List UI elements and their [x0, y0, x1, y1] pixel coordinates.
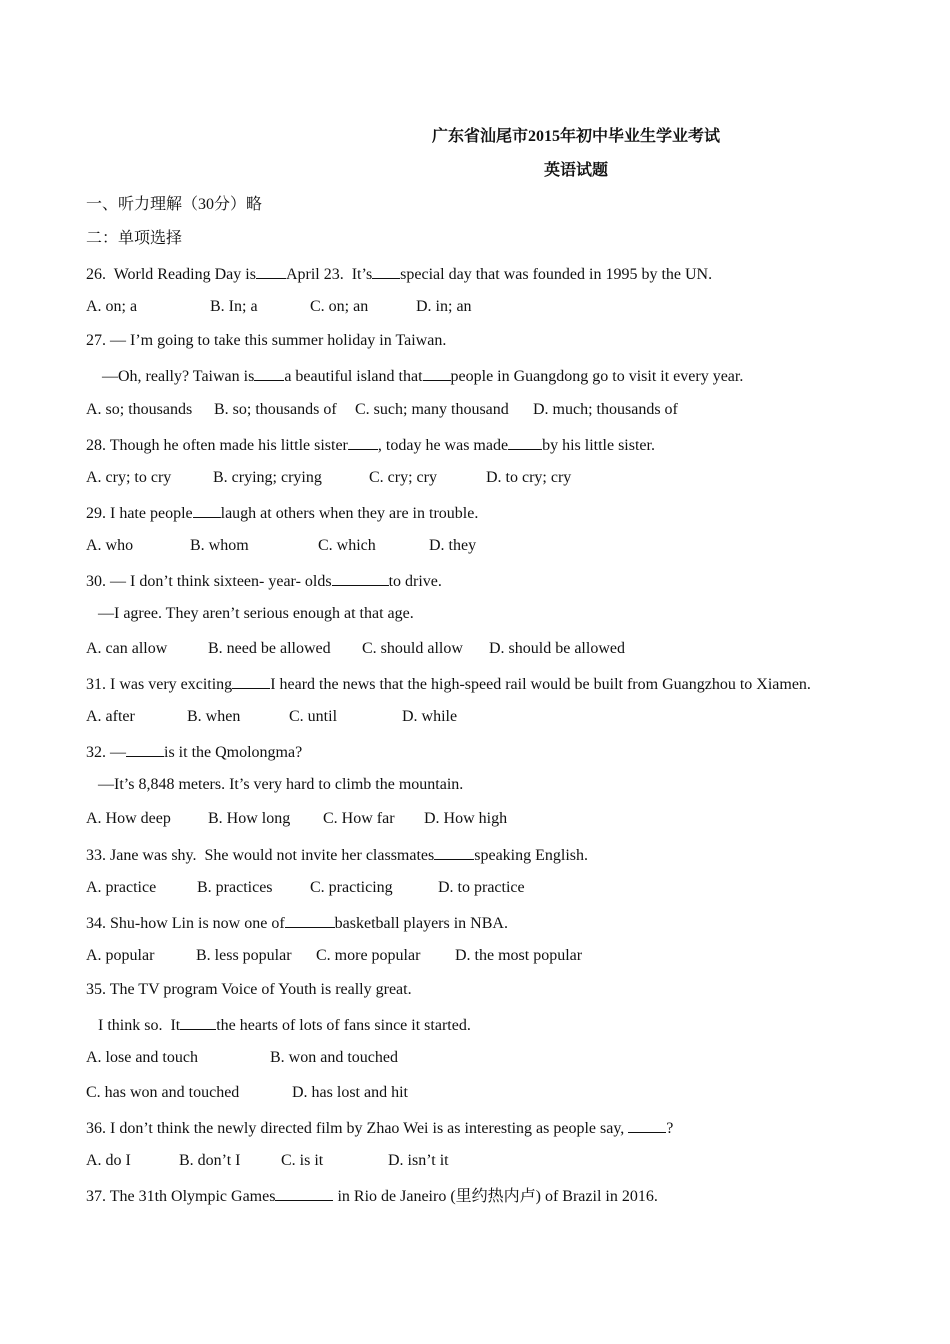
option-b: B. practices: [197, 879, 273, 896]
dialog-text: —Oh, really? Taiwan is: [102, 368, 255, 385]
answer-blank: [285, 912, 335, 928]
option-c: C. more popular: [316, 947, 421, 964]
question-29-options: [86, 536, 476, 556]
option-a: A. after: [86, 708, 135, 725]
stem-text: April 23. It’s: [285, 266, 373, 283]
option-b: B. In; a: [210, 298, 258, 315]
option-b: B. so; thousands of: [214, 401, 337, 418]
option-b: B. How long: [208, 810, 291, 827]
answer-blank: [348, 434, 378, 450]
question-37-stem: [86, 1185, 658, 1207]
answer-blank: [193, 502, 221, 518]
question-28-options: [86, 468, 571, 488]
dialog-text: a beautiful island that: [284, 368, 423, 385]
answer-blank: [126, 741, 164, 757]
option-b: B. need be allowed: [208, 640, 331, 657]
stem-text: 32. —: [86, 744, 126, 761]
stem-text: is it the Qmolongma?: [164, 744, 303, 761]
option-d: D. isn’t it: [388, 1152, 449, 1169]
answer-blank: [508, 434, 542, 450]
option-d: D. they: [429, 537, 477, 554]
option-a: A. lose and touch: [86, 1049, 198, 1066]
option-d: D. to cry; cry: [486, 469, 572, 486]
option-c: C. How far: [323, 810, 395, 827]
exam-subtitle: 英语试题: [543, 162, 608, 179]
option-c: C. cry; cry: [369, 469, 437, 486]
option-a: A. do I: [86, 1152, 131, 1169]
option-d: D. How high: [424, 810, 508, 827]
dialog-text: the hearts of lots of fans since it started.: [216, 1017, 471, 1034]
option-c: C. such; many thousand: [355, 401, 509, 418]
stem-text: 28. Though he often made his little sister: [86, 437, 348, 454]
option-c: C. practicing: [310, 879, 393, 896]
option-c: C. until: [289, 708, 338, 725]
question-36-stem: [86, 1117, 673, 1139]
answer-blank: [275, 1185, 333, 1201]
stem-text: 36. I don’t think the newly directed film by Zhao Wei is as interesting as people say,: [86, 1120, 625, 1137]
question-35-options-row1: [86, 1048, 398, 1068]
option-a: A. popular: [86, 947, 155, 964]
option-c: C. has won and touched: [86, 1084, 240, 1101]
option-b: B. don’t I: [179, 1152, 241, 1169]
option-d: D. the most popular: [455, 947, 583, 964]
option-c: C. on; an: [310, 298, 369, 315]
question-33-stem: [86, 844, 588, 866]
stem-text: in Rio de Janeiro (里约热内卢) of Brazil in 2016.: [333, 1188, 658, 1205]
question-26-options: [86, 297, 472, 317]
stem-text: laugh at others when they are in trouble.: [220, 505, 479, 522]
exam-title: 广东省汕尾市2015年初中毕业生学业考试: [431, 128, 720, 145]
stem-text: 33. Jane was shy. She would not invite her classmates: [86, 847, 435, 864]
question-35-stem: 35. The TV program Voice of Youth is really great.: [86, 981, 412, 998]
question-32-options: [86, 809, 507, 829]
question-36-options: [86, 1151, 449, 1171]
question-27-stem: 27. — I’m going to take this summer holiday in Taiwan.: [86, 332, 447, 349]
answer-blank: [332, 570, 389, 586]
option-d: D. in; an: [416, 298, 472, 315]
stem-text: 34. Shu-how Lin is now one of: [86, 915, 285, 932]
answer-blank: [180, 1014, 216, 1030]
section-single-choice: 二：单项选择: [86, 230, 183, 247]
question-30-stem: [86, 570, 442, 592]
dialog-text: I think so. It: [98, 1017, 181, 1034]
option-b: B. less popular: [196, 947, 292, 964]
option-c: C. is it: [281, 1152, 324, 1169]
question-34-options: [86, 946, 582, 966]
option-b: B. when: [187, 708, 241, 725]
question-30-options: [86, 639, 625, 659]
stem-text: special day that was founded in 1995 by the UN.: [400, 266, 713, 283]
stem-text: 26. World Reading Day is: [86, 266, 256, 283]
stem-text: to drive.: [388, 573, 442, 590]
question-28-stem: [86, 434, 655, 456]
option-a: A. who: [86, 537, 134, 554]
question-30-dialog: —I agree. They aren’t serious enough at that age.: [98, 605, 414, 622]
option-a: A. cry; to cry: [86, 469, 172, 486]
question-31-stem: [86, 673, 811, 695]
question-32-dialog: —It’s 8,848 meters. It’s very hard to climb the mountain.: [98, 776, 464, 793]
option-b: B. crying; crying: [213, 469, 322, 486]
question-26-stem: [86, 263, 712, 285]
option-c: C. which: [318, 537, 376, 554]
stem-text: 30. — I don’t think sixteen- year- olds: [86, 573, 332, 590]
option-b: B. won and touched: [270, 1049, 398, 1066]
question-34-stem: [86, 912, 508, 934]
option-d: D. should be allowed: [489, 640, 625, 657]
dialog-text: people in Guangdong go to visit it every year.: [450, 368, 744, 385]
stem-text: 31. I was very exciting: [86, 676, 233, 693]
answer-blank: [256, 263, 286, 279]
question-27-options: [86, 400, 678, 420]
question-32-stem: [86, 741, 302, 763]
question-35-options-row2: [86, 1083, 408, 1103]
option-a: A. How deep: [86, 810, 171, 827]
option-d: D. to practice: [438, 879, 525, 896]
answer-blank: [254, 365, 284, 381]
stem-text: by his little sister.: [542, 437, 655, 454]
option-a: A. can allow: [86, 640, 168, 657]
answer-blank: [232, 673, 270, 689]
option-b: B. whom: [190, 537, 249, 554]
stem-text: basketball players in NBA.: [334, 915, 508, 932]
stem-text: ?: [666, 1120, 674, 1137]
option-a: A. so; thousands: [86, 401, 193, 418]
stem-text: speaking English.: [474, 847, 588, 864]
question-33-options: [86, 878, 525, 898]
stem-text: I heard the news that the high-speed rail would be built from Guangzhou to Xiamen.: [270, 676, 811, 693]
option-d: D. much; thousands of: [533, 401, 678, 418]
question-29-stem: [86, 502, 478, 524]
option-d: D. has lost and hit: [292, 1084, 408, 1101]
option-a: A. on; a: [86, 298, 138, 315]
section-listening: 一、听力理解（30分）略: [86, 196, 263, 213]
answer-blank: [372, 263, 400, 279]
question-35-dialog: [98, 1014, 471, 1036]
option-c: C. should allow: [362, 640, 463, 657]
stem-text: 37. The 31th Olympic Games: [86, 1188, 276, 1205]
stem-text: , today he was made: [377, 437, 509, 454]
option-a: A. practice: [86, 879, 157, 896]
question-27-dialog: [102, 365, 743, 387]
answer-blank: [434, 844, 474, 860]
option-d: D. while: [402, 708, 458, 725]
question-31-options: [86, 707, 457, 727]
answer-blank: [628, 1117, 666, 1133]
answer-blank: [423, 365, 451, 381]
stem-text: 29. I hate people: [86, 505, 193, 522]
